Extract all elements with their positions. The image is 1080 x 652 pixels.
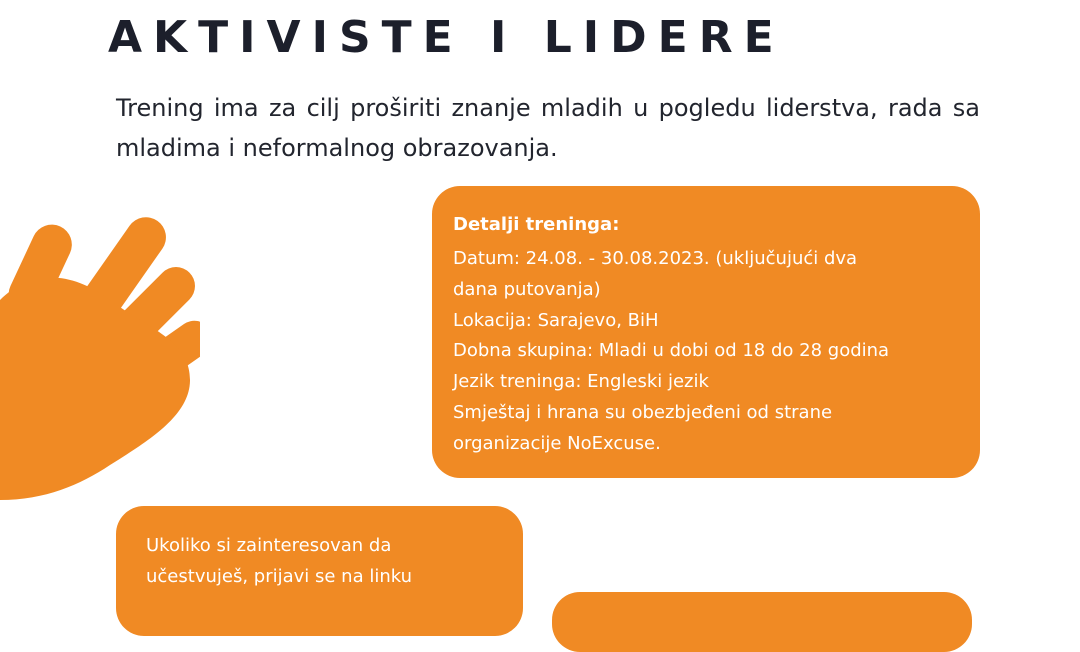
detail-date-note: dana putovanja) [453,278,601,300]
detail-organization: organizacije NoExcuse. [453,432,661,454]
detail-age-group: Dobna skupina: Mladi u dobi od 18 do 28 godina [453,340,890,362]
details-list [453,244,962,460]
details-heading: Detalji treninga: [453,214,620,235]
info-card [552,592,972,652]
hand-icon [0,210,200,500]
page-title: AKTIVISTE I LIDERE [108,12,785,63]
detail-date: Datum: 24.08. - 30.08.2023. (uključujući dva [453,248,858,269]
detail-accommodation: Smještaj i hrana su obezbjeđeni od strane [453,401,833,423]
apply-line-2: učestvuješ, prijavi se na linku [146,566,413,587]
apply-line-1: Ukoliko si zainteresovan da [146,535,392,556]
detail-language: Jezik treninga: Engleski jezik [453,371,709,393]
intro-text: Trening ima za cilj proširiti znanje mladih u pogledu liderstva, rada sa mladima i neformalnog obrazovanja. [116,94,980,162]
apply-card [116,506,523,636]
training-details-card [432,186,980,478]
detail-location: Lokacija: Sarajevo, BiH [453,309,659,331]
